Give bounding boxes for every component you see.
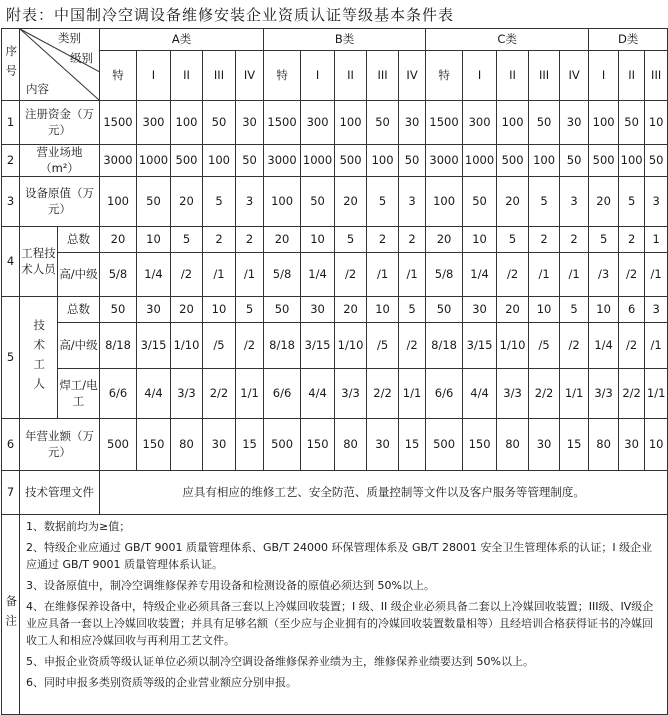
value-cell: 5 [367, 177, 399, 227]
value-cell: 500 [589, 145, 619, 177]
level-header: III [645, 51, 668, 101]
value-cell: 50 [264, 297, 301, 323]
row-number: 1 [2, 101, 20, 145]
value-cell: 30 [367, 419, 399, 471]
value-cell: 50 [529, 101, 560, 145]
value-cell: 300 [463, 101, 497, 145]
value-cell: 300 [301, 101, 335, 145]
value-cell: 8/18 [264, 323, 301, 369]
value-cell: /2 [619, 323, 645, 369]
value-cell: 20 [171, 297, 203, 323]
value-cell: 5 [335, 227, 367, 253]
value-cell: 100 [171, 101, 203, 145]
value-cell: 5 [529, 177, 560, 227]
page-title: 附表：中国制冷空调设备维修安装企业资质认证等级基本条件表 [6, 6, 455, 24]
value-cell: 20 [264, 227, 301, 253]
value-cell: 50 [463, 177, 497, 227]
level-header: I [463, 51, 497, 101]
row-number: 5 [2, 297, 20, 419]
level-header: 特 [426, 51, 463, 101]
value-cell: /1 [645, 323, 668, 369]
level-header: II [619, 51, 645, 101]
value-cell: 1000 [301, 145, 335, 177]
value-cell: 20 [426, 227, 463, 253]
value-cell: 1/1 [236, 369, 264, 419]
level-header: II [171, 51, 203, 101]
level-header: III [203, 51, 236, 101]
notes-label [2, 515, 20, 715]
value-cell: /5 [203, 323, 236, 369]
value-cell: 150 [301, 419, 335, 471]
value-cell: 30 [236, 101, 264, 145]
value-cell: 2 [203, 227, 236, 253]
row-number: 7 [2, 471, 20, 515]
value-cell: /1 [560, 253, 589, 297]
value-cell: 50 [137, 177, 171, 227]
value-cell: 50 [100, 297, 137, 323]
value-cell: 6/6 [426, 369, 463, 419]
value-cell: 10 [645, 101, 668, 145]
level-label: 级别 [70, 51, 93, 65]
value-cell: 2 [367, 227, 399, 253]
value-cell: 1 [645, 227, 668, 253]
value-cell: 2/2 [203, 369, 236, 419]
value-cell: 1000 [137, 145, 171, 177]
row-label: 年营业额（万元） [20, 419, 100, 471]
value-cell: 50 [236, 145, 264, 177]
value-cell: /1 [203, 253, 236, 297]
value-cell: 500 [264, 419, 301, 471]
value-cell: 1/4 [137, 253, 171, 297]
value-cell: 1000 [463, 145, 497, 177]
value-cell: 20 [497, 177, 529, 227]
seq-header-text: 序号 [4, 45, 19, 84]
row-label: 工程技术人员 [20, 227, 58, 297]
value-cell: 50 [399, 145, 426, 177]
notes-content [20, 515, 668, 715]
value-cell: 20 [335, 297, 367, 323]
value-cell: 30 [203, 419, 236, 471]
value-cell: 1/10 [335, 323, 367, 369]
value-cell: 500 [171, 145, 203, 177]
sub-label: 高/中级 [58, 323, 100, 369]
value-cell: 2/2 [367, 369, 399, 419]
row-label: 技术管理文件 [20, 471, 100, 515]
value-cell: 10 [589, 297, 619, 323]
value-cell: /3 [589, 253, 619, 297]
value-cell: 2 [619, 227, 645, 253]
level-header: IV [236, 51, 264, 101]
value-cell: 5 [203, 177, 236, 227]
note-item: 6、同时申报多类别资质等级的企业营业额应分别申报。 [26, 676, 297, 690]
value-cell: 5/8 [264, 253, 301, 297]
requirement-text: 应具有相应的维修工艺、安全防范、质量控制等文件以及客户服务等管理制度。 [100, 471, 668, 515]
sub-label: 总数 [58, 297, 100, 323]
value-cell: 20 [100, 227, 137, 253]
value-cell: 20 [171, 177, 203, 227]
value-cell: 20 [335, 177, 367, 227]
value-cell: /1 [529, 253, 560, 297]
row-number: 6 [2, 419, 20, 471]
level-header: I [301, 51, 335, 101]
value-cell: 300 [137, 101, 171, 145]
seq-header [2, 29, 20, 101]
value-cell: 2 [236, 227, 264, 253]
value-cell: 150 [137, 419, 171, 471]
value-cell: 3/3 [335, 369, 367, 419]
value-cell: 1/4 [301, 253, 335, 297]
value-cell: 3 [560, 177, 589, 227]
row-number: 3 [2, 177, 20, 227]
level-header: I [589, 51, 619, 101]
level-header: II [497, 51, 529, 101]
value-cell: 1/1 [560, 369, 589, 419]
value-cell: 3/15 [463, 323, 497, 369]
note-item: 1、数据前均为≥值； [26, 520, 131, 534]
level-header: III [529, 51, 560, 101]
value-cell: 30 [463, 297, 497, 323]
value-cell: 50 [560, 145, 589, 177]
value-cell: 3 [399, 177, 426, 227]
value-cell: /5 [367, 323, 399, 369]
value-cell: 2 [529, 227, 560, 253]
row-label-text: 技术工人 [32, 318, 47, 397]
value-cell: 150 [463, 419, 497, 471]
value-cell: 10 [645, 419, 668, 471]
value-cell: 15 [399, 419, 426, 471]
value-cell: 5 [619, 177, 645, 227]
value-cell: 50 [426, 297, 463, 323]
sub-label: 高/中级 [58, 253, 100, 297]
value-cell: 1/10 [171, 323, 203, 369]
value-cell: 2 [560, 227, 589, 253]
value-cell: 80 [171, 419, 203, 471]
value-cell: 5/8 [100, 253, 137, 297]
value-cell: 3/3 [171, 369, 203, 419]
value-cell: 100 [335, 101, 367, 145]
value-cell: 30 [619, 419, 645, 471]
value-cell: 100 [264, 177, 301, 227]
row-label: 设备原值（万元） [20, 177, 100, 227]
value-cell: /1 [645, 253, 668, 297]
level-header: IV [560, 51, 589, 101]
value-cell: 1/1 [645, 369, 668, 419]
content-label: 内容 [26, 82, 49, 97]
value-cell: 3000 [426, 145, 463, 177]
value-cell: 10 [529, 297, 560, 323]
value-cell: 80 [589, 419, 619, 471]
value-cell: 30 [137, 297, 171, 323]
value-cell: 5/8 [426, 253, 463, 297]
value-cell: 500 [497, 145, 529, 177]
category-b-header: B类 [264, 29, 426, 51]
value-cell: 20 [497, 297, 529, 323]
value-cell: /2 [399, 323, 426, 369]
value-cell: 3000 [100, 145, 137, 177]
value-cell: 10 [137, 227, 171, 253]
value-cell: /2 [560, 323, 589, 369]
sub-label: 焊工/电工 [58, 369, 100, 419]
value-cell: 6/6 [264, 369, 301, 419]
notes-label-text: 备注 [4, 595, 19, 635]
value-cell: 100 [203, 145, 236, 177]
value-cell: 1/4 [463, 253, 497, 297]
value-cell: 2/2 [619, 369, 645, 419]
value-cell: 50 [367, 101, 399, 145]
value-cell: 4/4 [463, 369, 497, 419]
row-label [20, 297, 58, 419]
value-cell: 1500 [426, 101, 463, 145]
value-cell: 5 [171, 227, 203, 253]
value-cell: 3 [236, 177, 264, 227]
value-cell: 5 [560, 297, 589, 323]
level-header: 特 [100, 51, 137, 101]
row-label: 注册资金（万元） [20, 101, 100, 145]
value-cell: 100 [100, 177, 137, 227]
value-cell: /5 [529, 323, 560, 369]
value-cell: 1/4 [589, 323, 619, 369]
value-cell: 5 [399, 297, 426, 323]
value-cell: /2 [497, 253, 529, 297]
value-cell: 3/15 [137, 323, 171, 369]
category-d-header: D类 [589, 29, 668, 51]
note-item: 4、在维修保养设备中，特级企业必须具备三套以上冷媒回收装置；I 级、II 级企业必须具备二套以上冷媒回收装置；III级、IV级企业应具备一套以上冷媒回收装置；并具有足够名额（至少应与企业拥有的冷媒回收装置数量相等）且经培训合格获得证书的冷媒回收工人和相应冷媒回收与再利用工艺文件。 [26, 600, 654, 648]
value-cell: 8/18 [426, 323, 463, 369]
category-c-header: C类 [426, 29, 589, 51]
category-label: 类别 [58, 31, 81, 45]
note-item: 2、特级企业应通过 GB/T 9001 质量管理体系、GB/T 24000 环保管理体系及 GB/T 28001 安全卫生管理体系的认证；I 级企业应通过 GB/T 9001 质量管理体系认证。 [26, 541, 653, 572]
value-cell: /1 [367, 253, 399, 297]
value-cell: 3/3 [589, 369, 619, 419]
value-cell: /2 [335, 253, 367, 297]
value-cell: 3/15 [301, 323, 335, 369]
value-cell: 2 [399, 227, 426, 253]
value-cell: 1500 [100, 101, 137, 145]
diagonal-header [20, 29, 100, 101]
value-cell: 500 [426, 419, 463, 471]
note-item: 3、设备原值中，制冷空调维修保养专用设备和检测设备的原值必须达到 50%以上。 [26, 579, 435, 593]
value-cell: 100 [426, 177, 463, 227]
value-cell: 4/4 [137, 369, 171, 419]
value-cell: 4/4 [301, 369, 335, 419]
value-cell: 10 [301, 227, 335, 253]
value-cell: 15 [560, 419, 589, 471]
value-cell: 5 [236, 297, 264, 323]
row-number: 4 [2, 227, 20, 297]
level-header: III [367, 51, 399, 101]
value-cell: 100 [367, 145, 399, 177]
value-cell: 5 [497, 227, 529, 253]
value-cell: /2 [171, 253, 203, 297]
level-header: 特 [264, 51, 301, 101]
level-header: I [137, 51, 171, 101]
level-header: IV [399, 51, 426, 101]
value-cell: 10 [367, 297, 399, 323]
value-cell: /1 [236, 253, 264, 297]
value-cell: 30 [560, 101, 589, 145]
category-a-header: A类 [100, 29, 264, 51]
value-cell: 100 [619, 145, 645, 177]
value-cell: 2/2 [529, 369, 560, 419]
note-item: 5、申报企业资质等级认证单位必须以制冷空调设备维修保养业绩为主，维修保养业绩要达到 50%以上。 [26, 655, 534, 669]
value-cell: 500 [335, 145, 367, 177]
value-cell: 30 [529, 419, 560, 471]
value-cell: 50 [645, 145, 668, 177]
value-cell: 30 [399, 101, 426, 145]
value-cell: 1/1 [399, 369, 426, 419]
value-cell: 6 [619, 297, 645, 323]
value-cell: 80 [497, 419, 529, 471]
value-cell: /2 [619, 253, 645, 297]
value-cell: 20 [589, 177, 619, 227]
value-cell: 100 [497, 101, 529, 145]
value-cell: /1 [399, 253, 426, 297]
sub-label: 总数 [58, 227, 100, 253]
value-cell: /2 [236, 323, 264, 369]
value-cell: 100 [529, 145, 560, 177]
value-cell: 6/6 [100, 369, 137, 419]
value-cell: 3/3 [497, 369, 529, 419]
value-cell: 5 [589, 227, 619, 253]
value-cell: 3 [645, 177, 668, 227]
value-cell: 50 [203, 101, 236, 145]
value-cell: 3000 [264, 145, 301, 177]
value-cell: 50 [301, 177, 335, 227]
value-cell: 500 [100, 419, 137, 471]
value-cell: 80 [335, 419, 367, 471]
row-label: 营业场地（m²） [20, 145, 100, 177]
value-cell: 10 [203, 297, 236, 323]
value-cell: 8/18 [100, 323, 137, 369]
value-cell: 1500 [264, 101, 301, 145]
value-cell: 50 [619, 101, 645, 145]
value-cell: 30 [301, 297, 335, 323]
value-cell: 100 [589, 101, 619, 145]
value-cell: 1/10 [497, 323, 529, 369]
qualification-table [1, 28, 668, 715]
value-cell: 3 [645, 297, 668, 323]
value-cell: 15 [236, 419, 264, 471]
level-header: II [335, 51, 367, 101]
row-number: 2 [2, 145, 20, 177]
value-cell: 10 [463, 227, 497, 253]
